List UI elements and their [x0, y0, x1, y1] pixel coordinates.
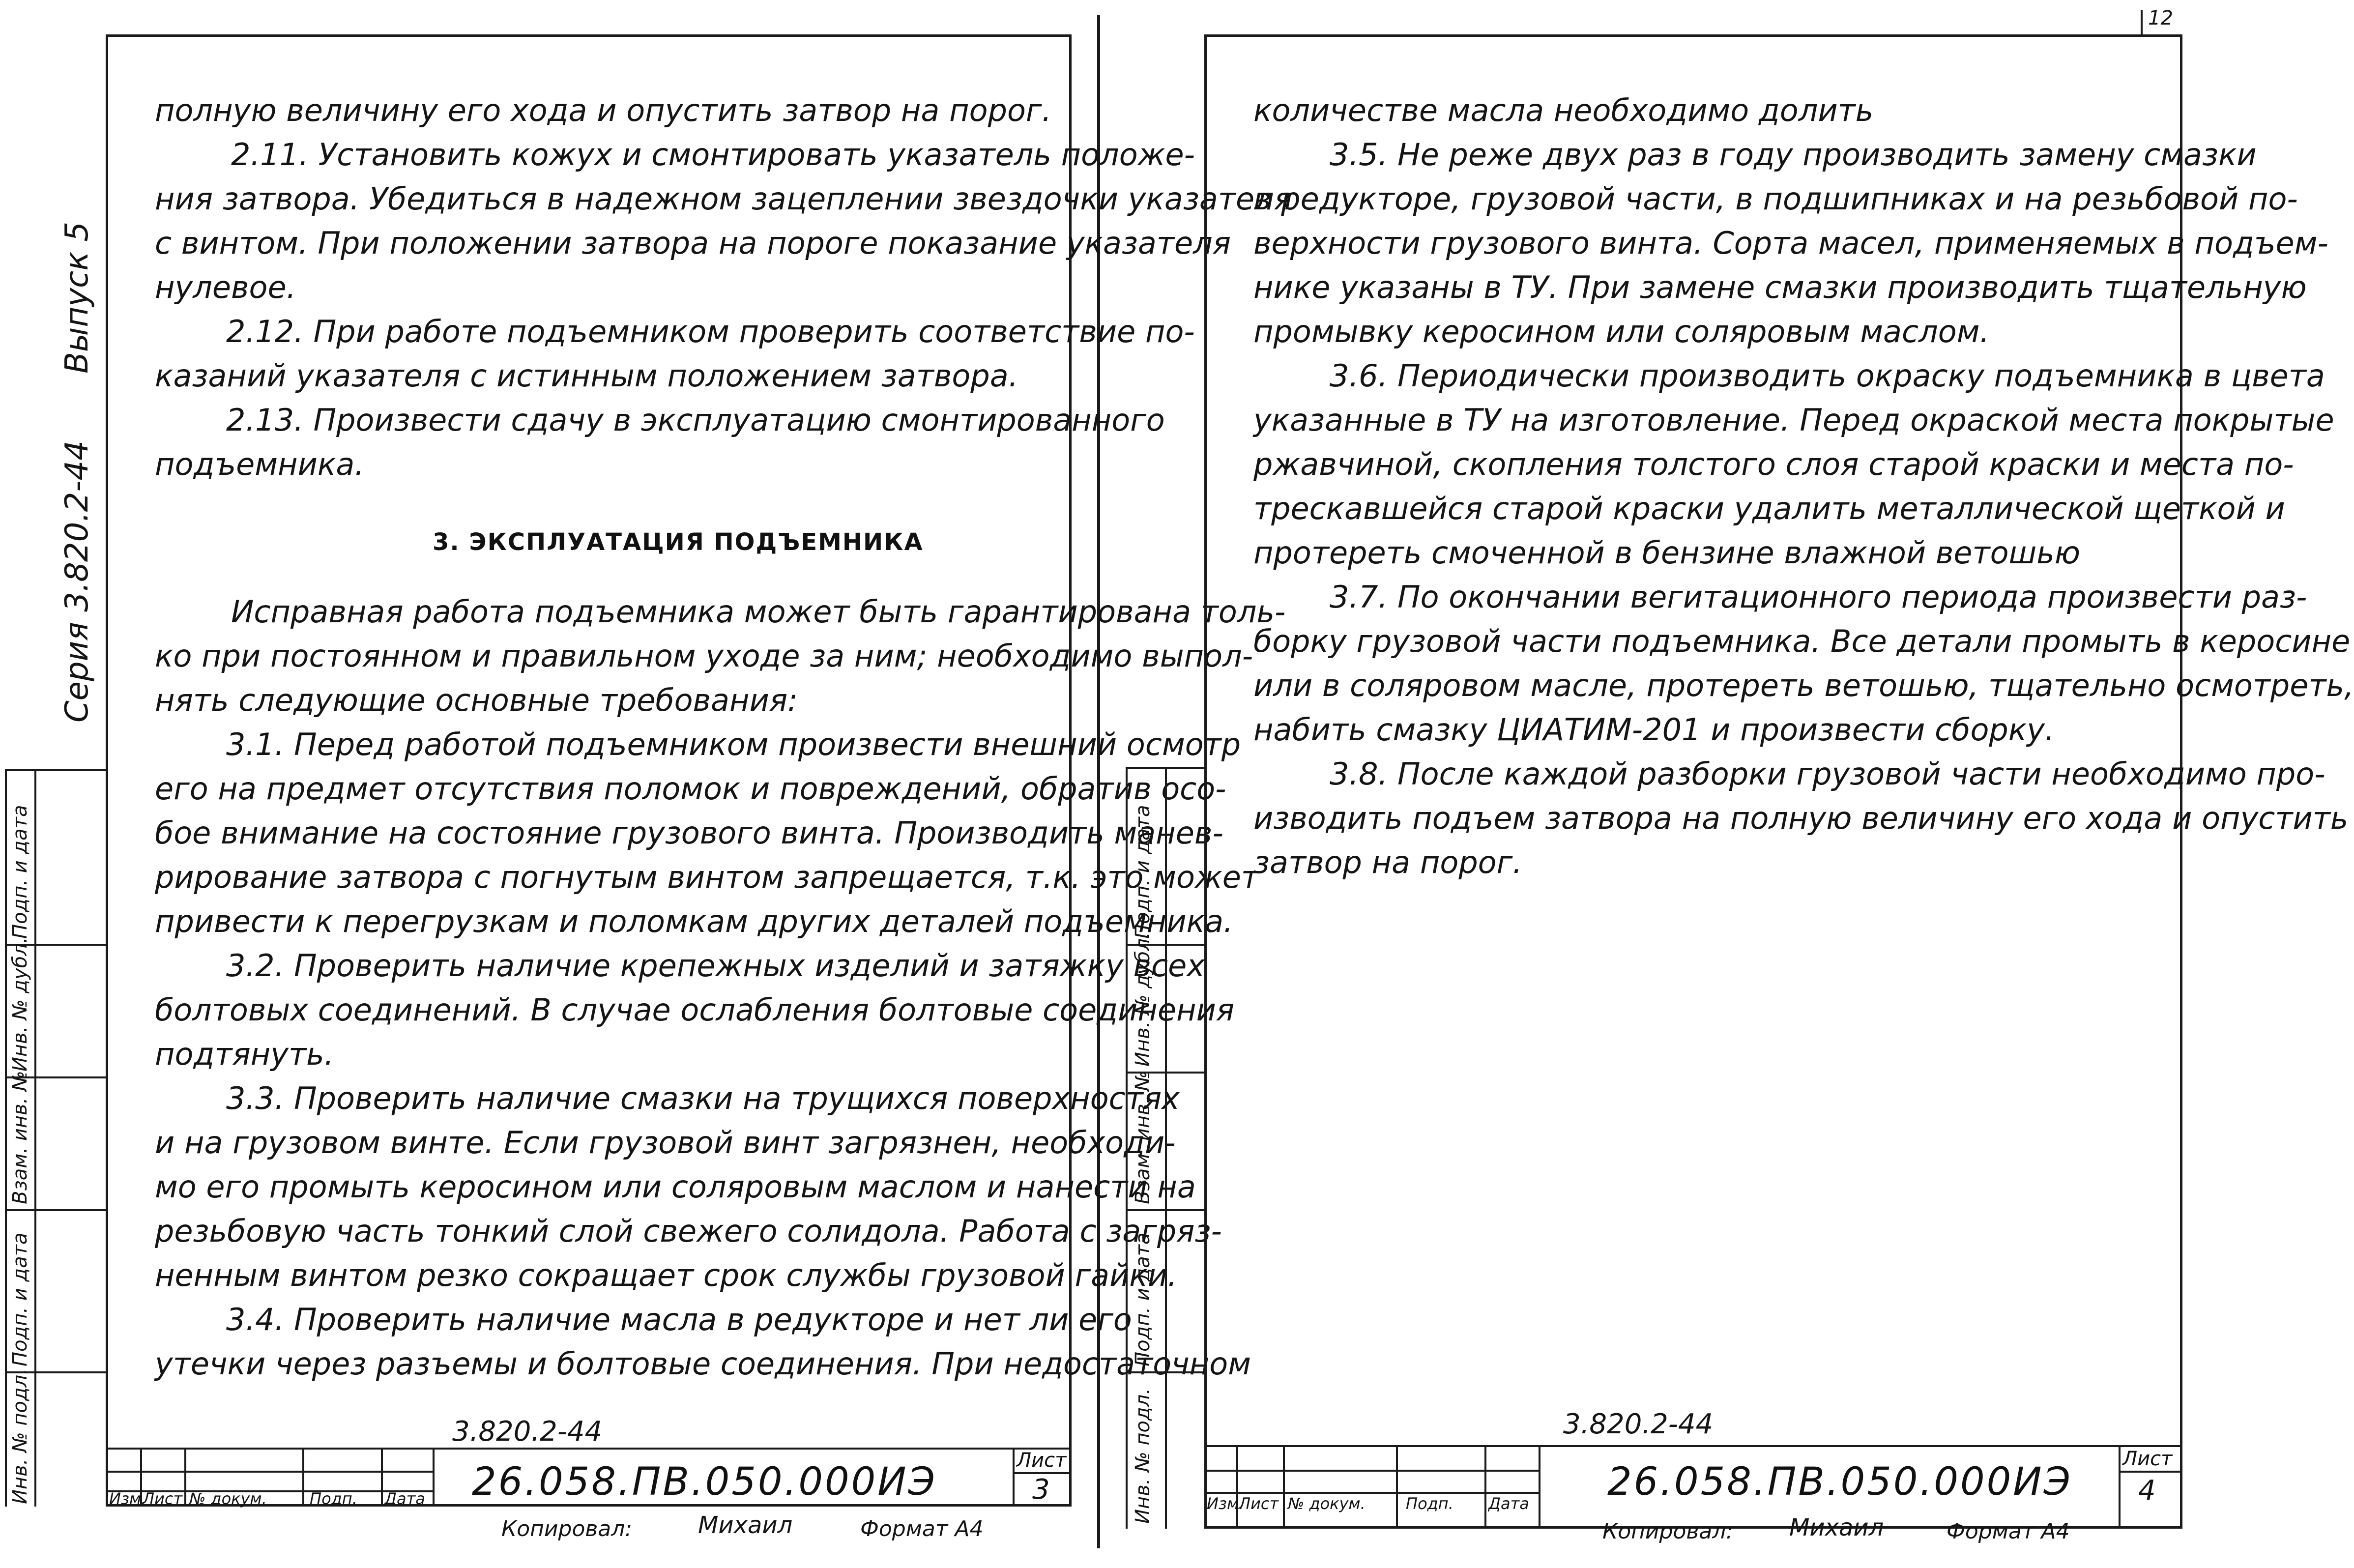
- text-line: протереть смоченной в бензине влажной ветошью: [1253, 535, 2081, 571]
- top-right-tick: [2141, 10, 2143, 34]
- text-line: 3.2. Проверить наличие крепежных изделий и затяжку всех: [226, 948, 1205, 984]
- margin-label-inv-dubl: Инв. № дубл.: [9, 937, 31, 1072]
- text-line: Исправная работа подъемника может быть гарантирована толь-: [231, 594, 1286, 630]
- text-line: 3.1. Перед работой подъемником произвести внешний осмотр: [226, 726, 1241, 762]
- left-text-block-a: [155, 88, 1293, 487]
- text-line: нике указаны в ТУ. При замене смазки производить тщательную: [1253, 269, 2307, 305]
- stamp-col-dokum: № докум.: [1288, 1494, 1366, 1513]
- right-footer-signature: Михаил: [1789, 1514, 1884, 1541]
- text-line: подъемника.: [155, 446, 365, 482]
- text-line: 2.11. Установить кожух и смонтировать указатель положе-: [231, 137, 1195, 173]
- margin-label-vzam-inv: Взам. инв. №: [9, 1071, 31, 1204]
- text-line: привести к перегрузкам и поломкам других деталей подъемника.: [155, 903, 1233, 939]
- left-footer-format: Формат А4: [860, 1516, 984, 1541]
- text-line: полную величину его хода и опустить затвор на порог.: [155, 92, 1052, 128]
- stamp-col-izm: Изм.: [109, 1489, 146, 1508]
- right-doc-code: 26.058.ПВ.050.000ИЭ: [1607, 1460, 2073, 1504]
- text-line: количестве масла необходимо долить: [1253, 92, 1874, 128]
- right-series-number: 3.820.2-44: [1563, 1408, 1714, 1440]
- margin-label-podp-data: Подп. и дата: [1132, 1232, 1154, 1366]
- text-line: его на предмет отсутствия поломок и повреждений, обратив осо-: [155, 771, 1226, 807]
- stamp-col-list: Лист: [1239, 1494, 1279, 1513]
- text-line: резьбовую часть тонкий слой свежего солидола. Работа с загряз-: [155, 1213, 1222, 1249]
- left-sheet-number: 3: [1032, 1474, 1050, 1506]
- text-line: и на грузовом винте. Если грузовой винт загрязнен, необходи-: [155, 1125, 1176, 1161]
- stamp-col-data: Дата: [1488, 1494, 1529, 1513]
- text-line: 3.8. После каждой разборки грузовой части необходимо про-: [1330, 756, 2325, 792]
- stamp-col-podp: Подп.: [310, 1489, 357, 1508]
- text-line: нять следующие основные требования:: [155, 682, 798, 718]
- left-footer-copied: Копировал:: [501, 1516, 633, 1541]
- text-line: 3.4. Проверить наличие масла в редукторе и нет ли его: [226, 1302, 1132, 1337]
- stamp-col-dokum: № докум.: [189, 1489, 267, 1508]
- text-line: указанные в ТУ на изготовление. Перед окраской места покрытые: [1253, 402, 2334, 438]
- text-line: 3.7. По окончании вегитационного периода произвести раз-: [1330, 579, 2307, 615]
- left-footer-signature: Михаил: [698, 1511, 793, 1539]
- text-line: ния затвора. Убедиться в надежном зацеплении звездочки указателя: [155, 181, 1293, 217]
- stamp-col-data: Дата: [384, 1489, 425, 1508]
- text-line: болтовых соединений. В случае ослабления болтовые соединения: [155, 992, 1235, 1028]
- text-line: ко при постоянном и правильном уходе за ним; необходимо выпол-: [155, 638, 1253, 674]
- text-line: 2.12. При работе подъемником проверить соответствие по-: [226, 314, 1195, 349]
- right-sheet-number: 4: [2138, 1475, 2156, 1507]
- margin-label-podp-data-2: Подп. и дата: [1132, 805, 1154, 939]
- text-line: подтянуть.: [155, 1036, 334, 1072]
- text-line: 2.13. Произвести сдачу в эксплуатацию смонтированного: [226, 402, 1165, 438]
- margin-label-inv-podl: Инв. № подл.: [1132, 1388, 1154, 1524]
- text-line: нулевое.: [155, 269, 296, 305]
- text-line: с винтом. При положении затвора на пороге показание указателя: [155, 225, 1231, 261]
- text-line: или в соляровом масле, протереть ветошью, тщательно осмотреть,: [1253, 668, 2354, 703]
- right-sheet-label: Лист: [2122, 1448, 2173, 1470]
- text-line: трескавшейся старой краски удалить металлической щеткой и: [1253, 491, 2285, 526]
- left-doc-code: 26.058.ПВ.050.000ИЭ: [472, 1460, 937, 1504]
- right-text-block: [1253, 88, 2354, 885]
- top-right-page-number: 12: [2148, 7, 2173, 29]
- section-heading: 3. ЭКСПЛУАТАЦИЯ ПОДЪЕМНИКА: [433, 528, 924, 556]
- text-line: изводить подъем затвора на полную величину его хода и опустить: [1253, 800, 2349, 836]
- stamp-col-izm: Изм.: [1207, 1494, 1244, 1513]
- left-series-number: 3.820.2-44: [452, 1416, 603, 1448]
- text-line: утечки через разъемы и болтовые соединения. При недостаточном: [155, 1346, 1251, 1382]
- text-line: борку грузовой части подъемника. Все детали промыть в керосине: [1253, 623, 2351, 659]
- text-line: ржавчиной, скопления толстого слоя старой краски и места по-: [1253, 446, 2294, 482]
- text-line: верхности грузового винта. Сорта масел, применяемых в подъем-: [1253, 225, 2328, 261]
- text-line: затвор на порог.: [1253, 844, 1522, 880]
- text-line: рирование затвора с погнутым винтом запрещается, т.к. это может: [155, 859, 1259, 895]
- text-line: в редукторе, грузовой части, в подшипниках и на резьбовой по-: [1253, 181, 2298, 217]
- left-side-series: Серия 3.820.2-44: [59, 440, 95, 723]
- right-footer-copied: Копировал:: [1602, 1519, 1734, 1544]
- stamp-col-list: Лист: [143, 1489, 183, 1508]
- margin-label-inv-podl: Инв. № подл.: [9, 1368, 31, 1504]
- text-line: промывку керосином или соляровым маслом.: [1253, 314, 1990, 349]
- margin-label-podp-data: Подп. и дата: [9, 1232, 31, 1366]
- text-line: набить смазку ЦИАТИМ-201 и произвести сборку.: [1253, 712, 2055, 748]
- text-line: 3.3. Проверить наличие смазки на трущихся поверхностях: [226, 1080, 1180, 1116]
- margin-label-vzam-inv: Взам. инв. №: [1132, 1071, 1154, 1204]
- text-line: 3.5. Не реже двух раз в году производить замену смазки: [1330, 137, 2257, 173]
- margin-label-inv-dubl: Инв. № дубл.: [1132, 932, 1154, 1067]
- margin-label-podp-data-2: Подп. и дата: [9, 805, 31, 939]
- text-line: бое внимание на состояние грузового винта. Производить манев-: [155, 815, 1223, 851]
- stamp-col-podp: Подп.: [1406, 1494, 1453, 1513]
- left-side-issue: Выпуск 5: [59, 221, 95, 374]
- text-line: казаний указателя с истинным положением затвора.: [155, 358, 1018, 394]
- text-line: ненным винтом резко сокращает срок службы грузовой гайки.: [155, 1257, 1177, 1293]
- text-line: мо его промыть керосином или соляровым маслом и нанести на: [155, 1169, 1196, 1205]
- right-footer-format: Формат А4: [1947, 1519, 2070, 1544]
- text-line: 3.6. Периодически производить окраску подъемника в цвета: [1330, 358, 2325, 394]
- left-sheet-label: Лист: [1017, 1449, 1067, 1472]
